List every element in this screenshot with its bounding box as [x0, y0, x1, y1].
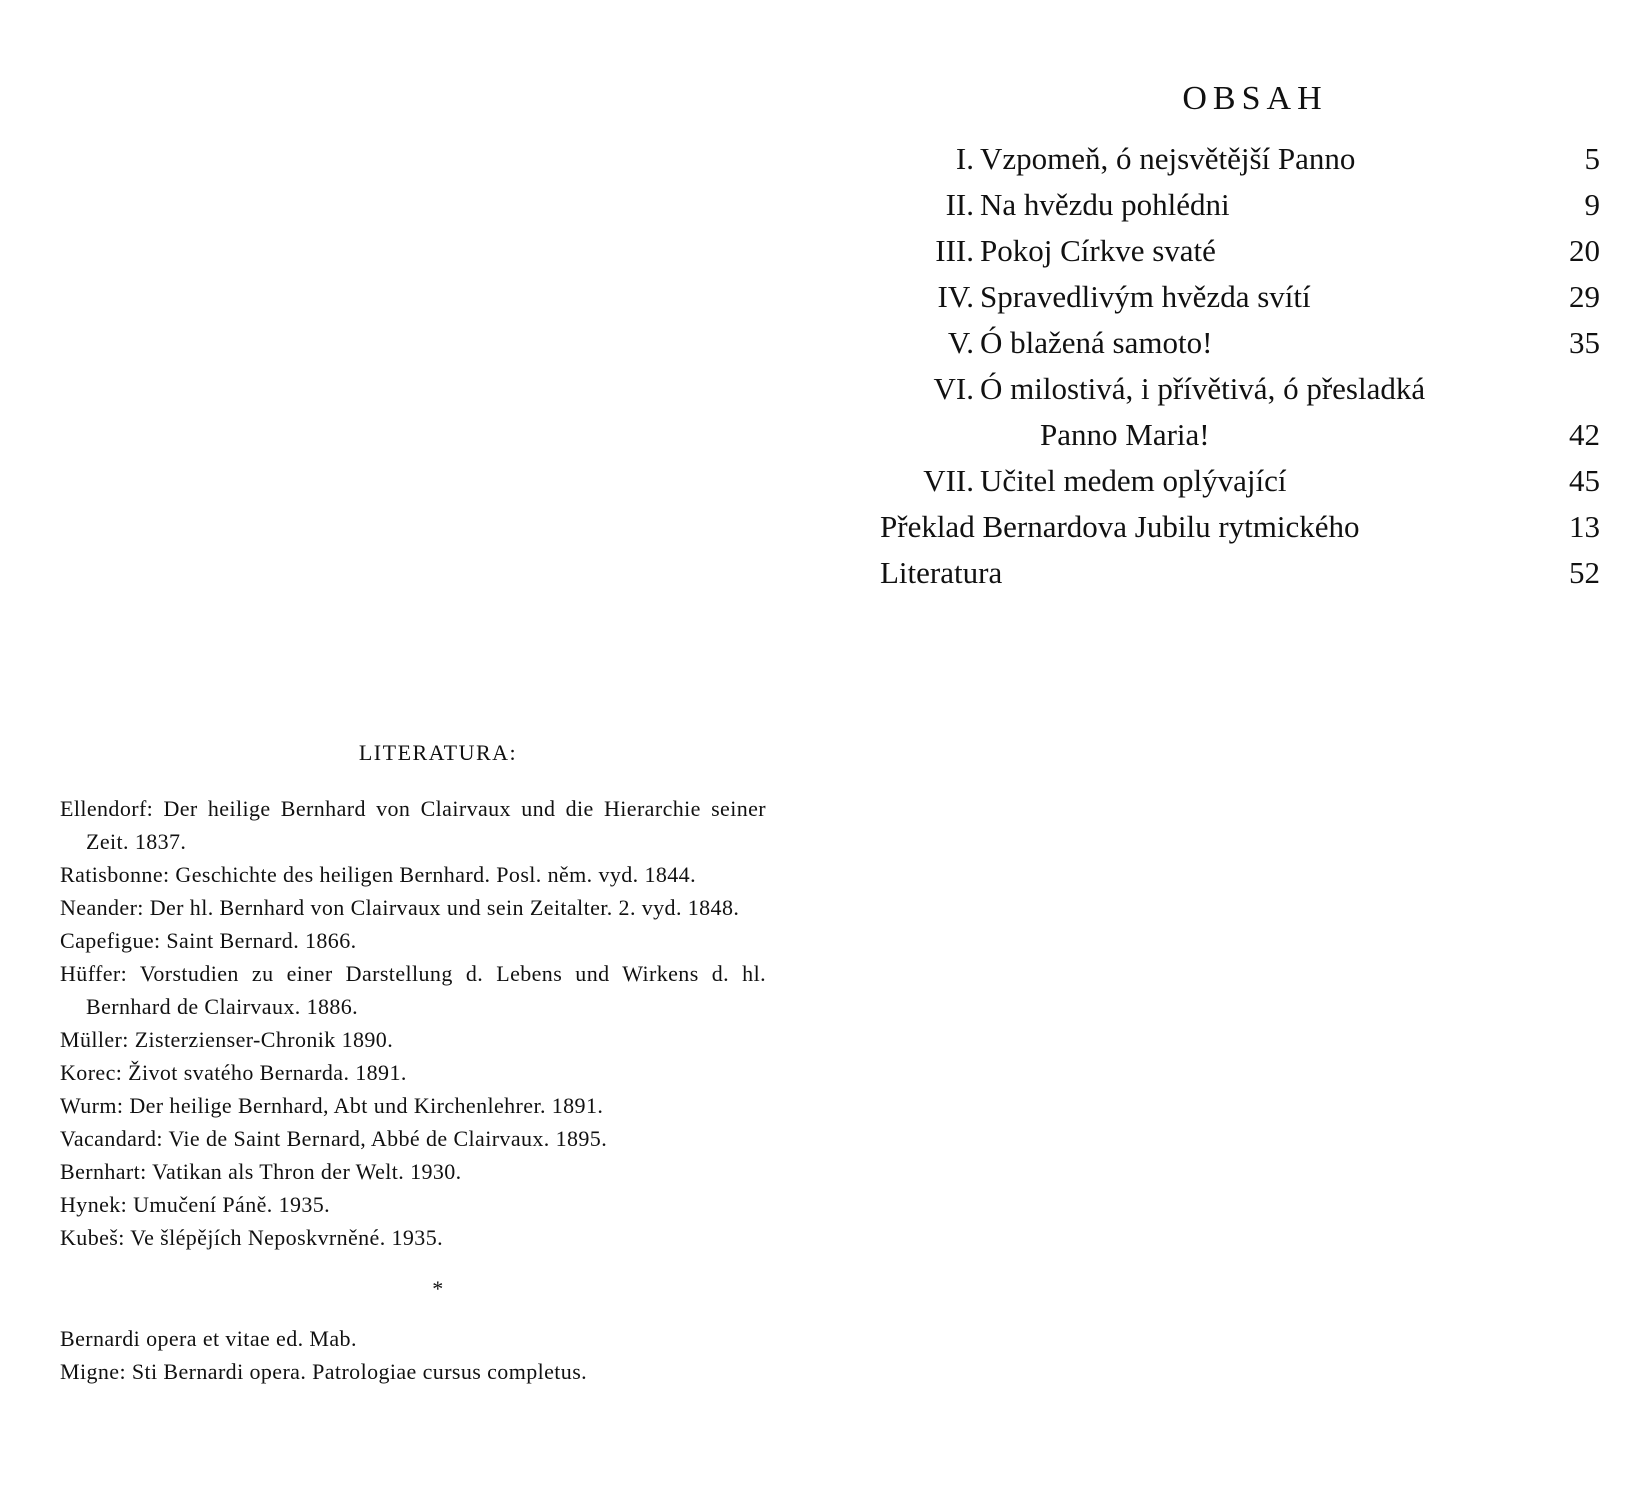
toc-entry: [880, 366, 1600, 412]
toc-entry-title: Na hvězdu pohlédni: [980, 187, 1230, 222]
toc-entry: [880, 274, 1600, 320]
toc-entry-number: VI.: [933, 371, 974, 406]
toc-entry-page: 29: [1569, 279, 1600, 314]
table-of-contents: [880, 80, 1600, 596]
toc-entry-title: Pokoj Církve svaté: [980, 233, 1216, 268]
toc-entry-number: III.: [935, 233, 974, 268]
bibliography-entry: Hüffer: Vorstudien zu einer Darstellung d. Lebens und Wirkens d. hl. Bernhard de Clairvaux. 1886.: [60, 961, 766, 1019]
toc-entry-page: 52: [1569, 555, 1600, 590]
toc-entry-number: II.: [945, 187, 974, 222]
toc-entry: [880, 504, 1600, 550]
toc-entry: [880, 550, 1600, 596]
bibliography-entry: Capefigue: Saint Bernard. 1866.: [60, 928, 357, 953]
toc-entry: [880, 458, 1600, 504]
toc-entry-title: Ó milostivá, i přívětivá, ó přesladká: [980, 371, 1426, 406]
bibliography-entry: Neander: Der hl. Bernhard von Clairvaux und sein Zeitalter. 2. vyd. 1848.: [60, 895, 740, 920]
toc-entry: [880, 136, 1600, 182]
toc-entry-title: Překlad Bernardova Jubilu rytmického: [880, 509, 1360, 544]
bibliography-entry: Bernardi opera et vitae ed. Mab.: [60, 1326, 357, 1351]
bibliography-entry: Migne: Sti Bernardi opera. Patrologiae cursus completus.: [60, 1359, 588, 1384]
toc-entry-continuation: [880, 412, 1600, 458]
toc-entry-page: 13: [1569, 509, 1600, 544]
toc-entry-title: Učitel medem oplývající: [980, 463, 1287, 498]
toc-entry: [880, 320, 1600, 366]
toc-entry-number: I.: [955, 141, 974, 176]
bibliography-entry: Ellendorf: Der heilige Bernhard von Clairvaux und die Hierarchie seiner Zeit. 1837.: [60, 796, 766, 854]
toc-entry-title: Vzpomeň, ó nejsvětější Panno: [980, 141, 1356, 176]
toc-entry-page: 9: [1584, 187, 1600, 222]
toc-entry-page: 20: [1569, 233, 1600, 268]
bibliography-entry: Vacandard: Vie de Saint Bernard, Abbé de Clairvaux. 1895.: [60, 1126, 608, 1151]
toc-entry: [880, 228, 1600, 274]
toc-entry-title: Literatura: [880, 555, 1003, 590]
section-separator: *: [432, 1276, 444, 1301]
toc-entry-page: 35: [1569, 325, 1600, 360]
bibliography-entry: Korec: Život svatého Bernarda. 1891.: [60, 1060, 407, 1085]
toc-entry-number: V.: [947, 325, 974, 360]
toc-title: OBSAH: [1182, 80, 1328, 117]
toc-entry-page: 45: [1569, 463, 1600, 498]
toc-entry-page: 5: [1584, 141, 1600, 176]
toc-entry-title: Spravedlivým hvězda svítí: [980, 279, 1311, 314]
bibliography-entry: Bernhart: Vatikan als Thron der Welt. 1930.: [60, 1159, 462, 1184]
bibliography-entry: Ratisbonne: Geschichte des heiligen Bernhard. Posl. něm. vyd. 1844.: [60, 862, 696, 887]
bibliography: [60, 740, 766, 1388]
toc-entry-title: Panno Maria!: [1040, 417, 1210, 452]
bibliography-entry: Kubeš: Ve šlépějích Neposkvrněné. 1935.: [60, 1225, 444, 1250]
bibliography-entry: Hynek: Umučení Páně. 1935.: [60, 1192, 331, 1217]
toc-entry-page: 42: [1569, 417, 1600, 452]
toc-entry: [880, 182, 1600, 228]
toc-entry-title: Ó blažená samoto!: [980, 325, 1213, 360]
toc-entry-number: VII.: [923, 463, 974, 498]
bibliography-title: LITERATURA:: [358, 740, 518, 765]
bibliography-entry: Müller: Zisterzienser-Chronik 1890.: [60, 1027, 394, 1052]
toc-entry-number: IV.: [937, 279, 974, 314]
bibliography-entry: Wurm: Der heilige Bernhard, Abt und Kirchenlehrer. 1891.: [60, 1093, 604, 1118]
